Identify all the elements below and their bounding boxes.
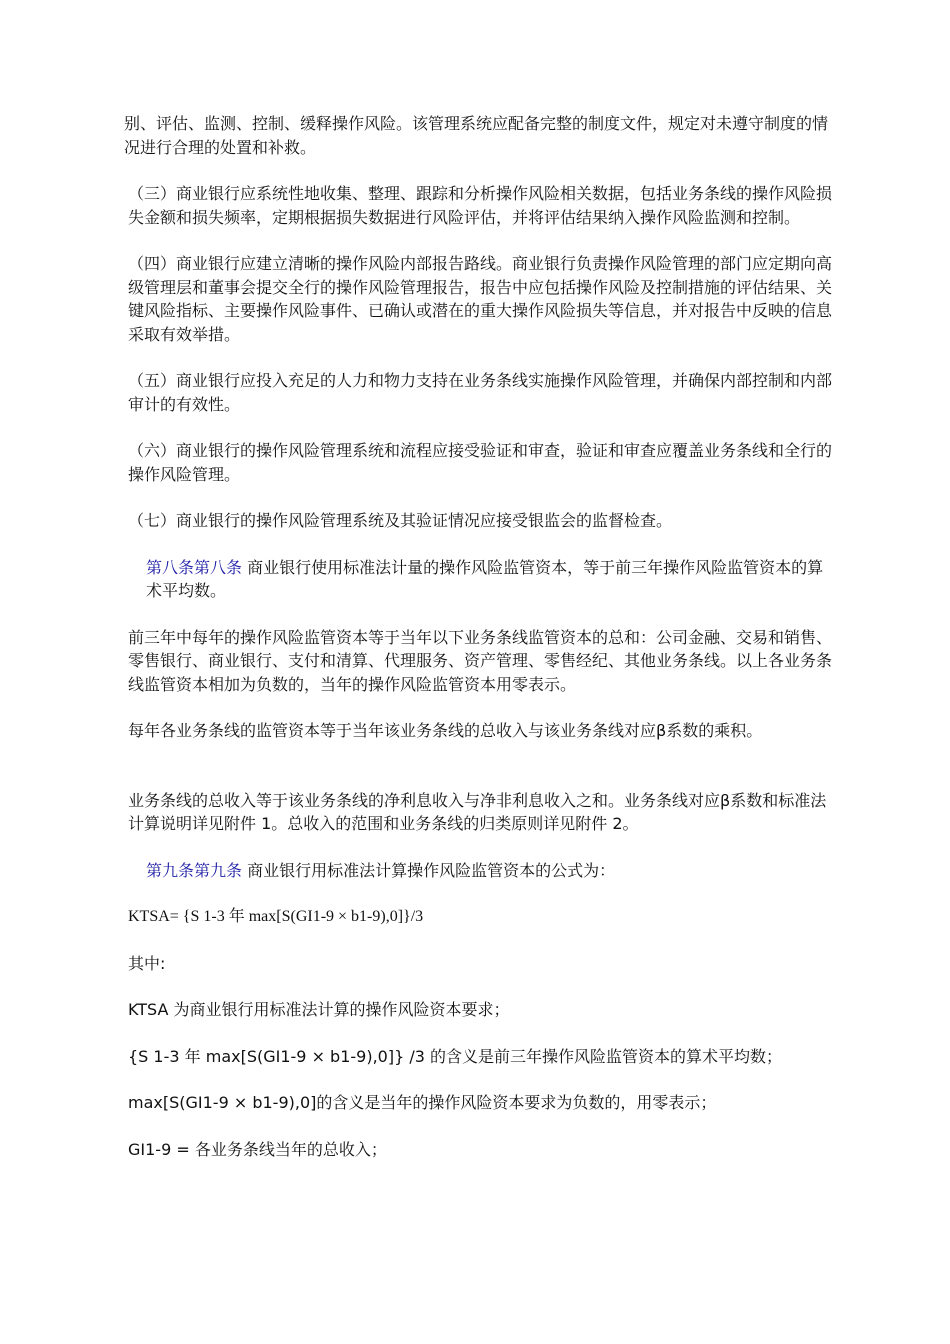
article-9-link[interactable]: 第九条第九条 (146, 860, 243, 880)
article-8-link[interactable]: 第八条第八条 (146, 557, 243, 577)
document-page (124, 112, 836, 1184)
formula-ktsa: KTSA= {S 1-3 年 max[S(GI1-9 × b1-9),0]}/3 (128, 908, 424, 925)
paragraph-risk-management-system: 别、评估、监测、控制、缓释操作风险。该管理系统应配备完整的制度文件，规定对未遵守制度的情况进行合理的处置和补救。 (124, 114, 829, 157)
paragraph-item-6: （六）商业银行的操作风险管理系统和流程应接受验证和审查，验证和审查应覆盖业务条线和全行的操作风险管理。 (128, 441, 833, 484)
paragraph-business-line-capital: 每年各业务条线的监管资本等于当年该业务条线的总收入与该业务条线对应β系数的乘积。 (128, 721, 763, 740)
definition-average: {S 1-3 年 max[S(GI1-9 × b1-9),0]} /3 的含义是前三年操作风险监管资本的算术平均数； (128, 1046, 783, 1066)
definition-max: max[S(GI1-9 × b1-9),0]的含义是当年的操作风险资本要求为负数的，用零表示； (128, 1093, 717, 1112)
paragraph-item-4: （四）商业银行应建立清晰的操作风险内部报告路线。商业银行负责操作风险管理的部门应定期向高级管理层和董事会提交全行的操作风险管理报告，报告中应包括操作风险及控制措施的评估结果、关键风险指标、主要操作风险事件、已确认或潜在的重大操作风险损失等信息，并对报告中反映的信息采取有效举措。 (128, 254, 833, 344)
paragraph-article-8 (124, 556, 836, 603)
definition-ktsa: KTSA 为商业银行用标准法计算的操作风险资本要求； (128, 1000, 510, 1019)
paragraph-where: 其中: (128, 953, 166, 973)
paragraph-total-income: 业务条线的总收入等于该业务条线的净利息收入与净非利息收入之和。业务条线对应β系数和标准法计算说明详见附件 1。总收入的范围和业务条线的归类原则详见附件 2。 (128, 790, 827, 833)
paragraph-item-7: （七）商业银行的操作风险管理系统及其验证情况应接受银监会的监督检查。 (128, 511, 673, 530)
paragraph-item-5: （五）商业银行应投入充足的人力和物力支持在业务条线实施操作风险管理，并确保内部控制和内部审计的有效性。 (128, 371, 833, 414)
definition-gi: GI1-9 = 各业务条线当年的总收入； (128, 1139, 387, 1159)
paragraph-item-3: （三）商业银行应系统性地收集、整理、跟踪和分析操作风险相关数据，包括业务条线的操作风险损失金额和损失频率，定期根据损失数据进行风险评估，并将评估结果纳入操作风险监测和控制。 (128, 184, 833, 227)
paragraph-article-9 (124, 859, 836, 883)
article-8-text: 商业银行使用标准法计量的操作风险监管资本，等于前三年操作风险监管资本的算术平均数。 (146, 557, 824, 600)
article-9-text: 商业银行用标准法计算操作风险监管资本的公式为： (242, 860, 616, 880)
paragraph-annual-capital: 前三年中每年的操作风险监管资本等于当年以下业务条线监管资本的总和：公司金融、交易和销售、零售银行、商业银行、支付和清算、代理服务、资产管理、零售经纪、其他业务条线。以上各业务条线监管资本相加为负数的，当年的操作风险监管资本用零表示。 (128, 627, 833, 694)
